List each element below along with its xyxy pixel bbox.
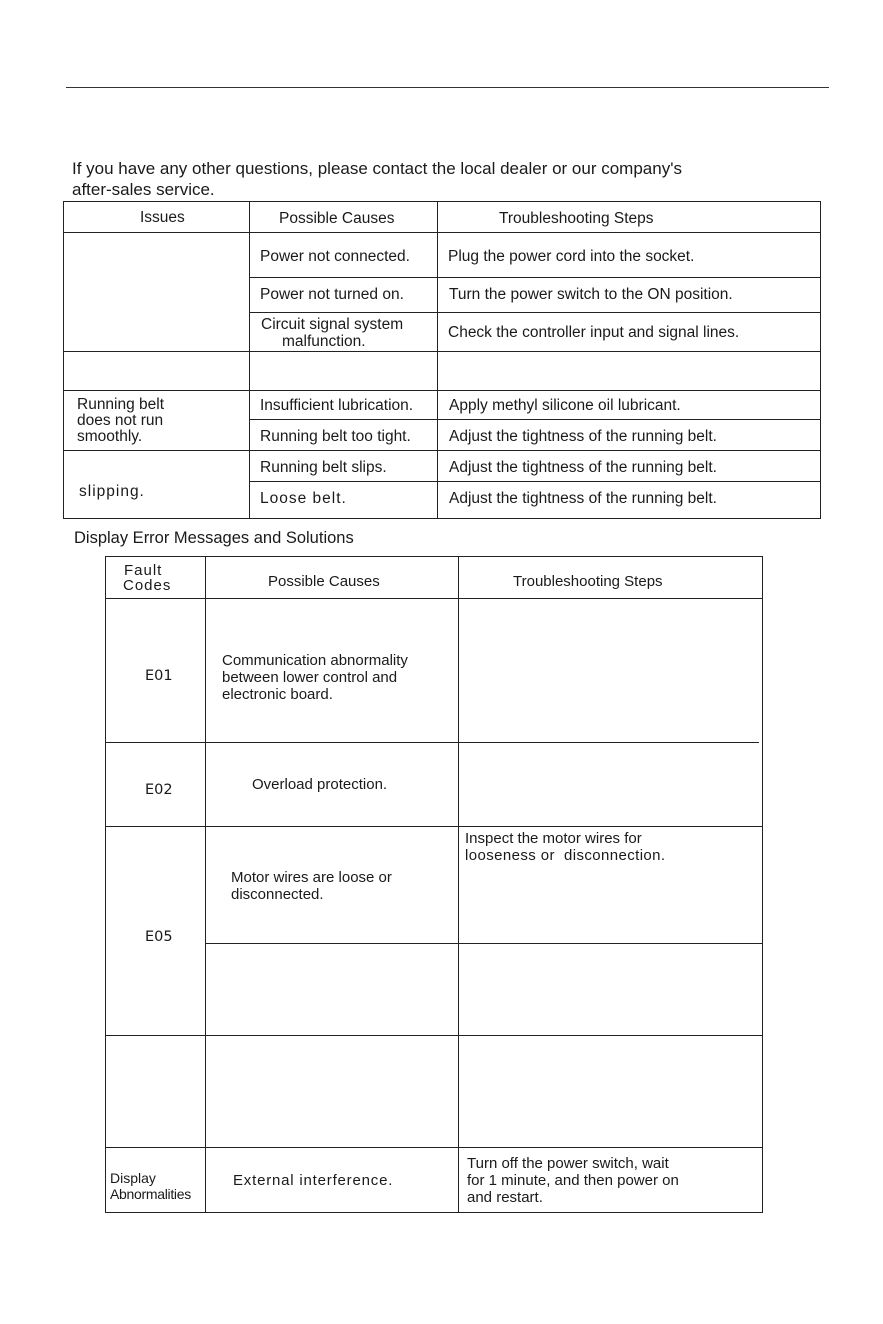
fault-code: E05 — [145, 929, 173, 945]
table2-row-line — [105, 1147, 763, 1148]
header-causes: Possible Causes — [279, 210, 395, 227]
table2-row-line — [105, 826, 763, 827]
header-steps: Troubleshooting Steps — [513, 573, 663, 590]
table1-row-line — [249, 481, 821, 482]
header-code-line: Codes — [123, 577, 172, 594]
table1-row-line — [63, 351, 821, 352]
step-cell-line: looseness or disconnection. — [465, 847, 666, 864]
table1-row-line — [63, 390, 821, 391]
table1-col-divider — [437, 201, 438, 519]
fault-code: E01 — [145, 668, 173, 684]
cause-cell: Insufficient lubrication. — [260, 397, 414, 414]
fault-code: E02 — [145, 782, 173, 798]
section-title: Display Error Messages and Solutions — [74, 529, 354, 547]
issue-cell-line: does not run — [77, 412, 164, 429]
header-code-line: Fault — [124, 562, 163, 579]
step-cell: Adjust the tightness of the running belt. — [449, 490, 717, 507]
cause-cell-line: Circuit signal system — [261, 316, 404, 333]
cause-cell: Loose belt. — [260, 490, 347, 507]
cause-cell: Power not turned on. — [260, 286, 404, 303]
cause-cell-line: disconnected. — [231, 886, 324, 903]
issue-cell-line: smoothly. — [77, 428, 143, 445]
cause-cell-line: malfunction. — [282, 333, 366, 350]
cause-cell-line: Communication abnormality — [222, 652, 408, 669]
table2-row-line — [105, 598, 763, 599]
top-rule — [66, 87, 829, 88]
cause-cell-line: between lower control and — [222, 669, 398, 686]
intro-line-2: after-sales service. — [72, 180, 215, 199]
table1-row-line — [63, 450, 821, 451]
step-cell-line: for 1 minute, and then power on — [467, 1172, 679, 1189]
table1-row-line — [249, 312, 821, 313]
table2-row-line — [105, 742, 759, 743]
issue-cell-line: Running belt — [77, 396, 165, 413]
table2-border — [105, 556, 763, 1213]
step-cell: Apply methyl silicone oil lubricant. — [449, 397, 681, 414]
fault-code-line: Display — [110, 1170, 156, 1186]
table1-row-line — [249, 277, 821, 278]
cause-cell: Power not connected. — [260, 248, 410, 265]
table2-col-divider — [458, 556, 459, 1213]
cause-cell-line: Motor wires are loose or — [231, 869, 392, 886]
header-causes: Possible Causes — [268, 573, 380, 590]
table2-row-line — [205, 943, 763, 944]
step-cell: Plug the power cord into the socket. — [448, 248, 695, 265]
step-cell-line: and restart. — [467, 1189, 543, 1206]
step-cell: Adjust the tightness of the running belt. — [449, 459, 717, 476]
intro-text — [72, 158, 832, 200]
cause-cell: Running belt too tight. — [260, 428, 411, 445]
cause-cell-line: electronic board. — [222, 686, 333, 703]
fault-code-line: Abnormalities — [110, 1186, 191, 1202]
table1-col-divider — [249, 201, 250, 519]
header-issues: Issues — [140, 209, 185, 226]
issue-cell: slipping. — [79, 483, 145, 500]
step-cell: Check the controller input and signal lines. — [448, 324, 740, 341]
step-cell: Turn the power switch to the ON position. — [449, 286, 733, 303]
cause-cell: External interference. — [233, 1172, 394, 1189]
step-cell-line: Turn off the power switch, wait — [467, 1155, 669, 1172]
table2-row-line — [105, 1035, 763, 1036]
intro-line-1: If you have any other questions, please contact the local dealer or our company's — [72, 159, 682, 178]
cause-cell: Overload protection. — [252, 776, 388, 793]
table1-row-line — [63, 232, 821, 233]
table1-row-line — [249, 419, 821, 420]
cause-cell: Running belt slips. — [260, 459, 387, 476]
step-cell-line: Inspect the motor wires for — [465, 830, 642, 847]
header-steps: Troubleshooting Steps — [499, 210, 654, 227]
step-cell: Adjust the tightness of the running belt. — [449, 428, 717, 445]
table2-col-divider — [205, 556, 206, 1213]
